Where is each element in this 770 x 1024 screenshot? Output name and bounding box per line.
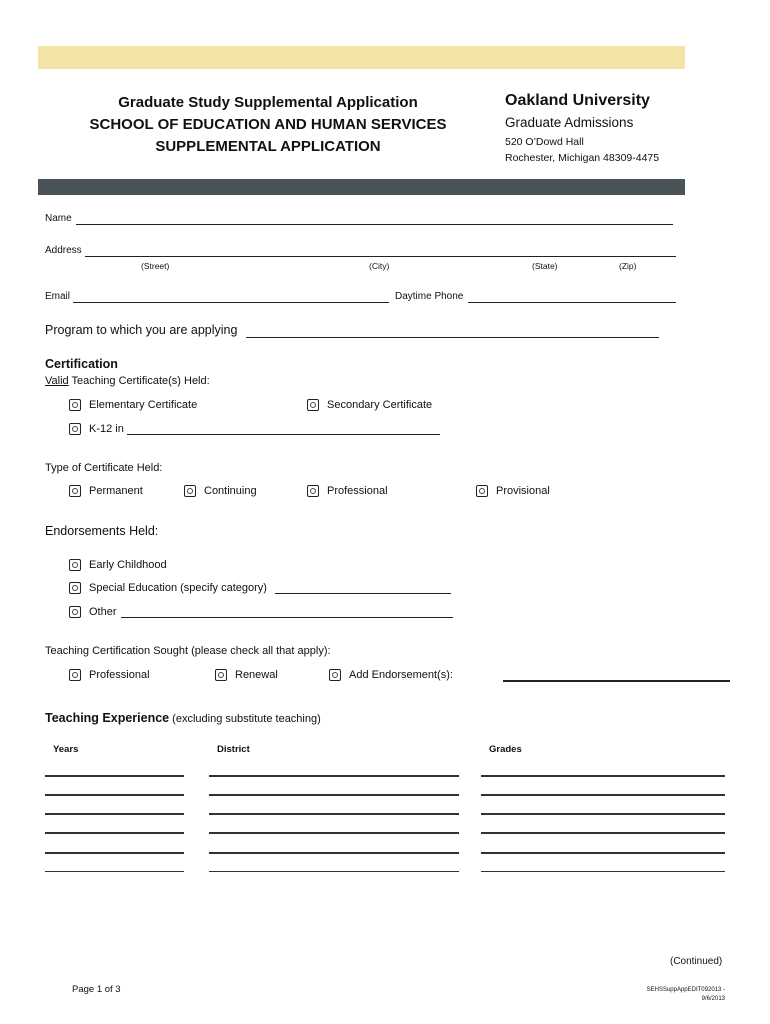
header-divider-bar <box>38 179 685 195</box>
endorsements-heading: Endorsements Held: <box>45 524 159 538</box>
office-address <box>505 134 659 166</box>
experience-years-field[interactable] <box>45 832 184 834</box>
address-line-2: Rochester, Michigan 48309-4475 <box>505 152 660 164</box>
experience-years-field[interactable] <box>45 794 184 796</box>
form-code-id: SEHSSuppAppEDIT092013 - <box>646 987 725 993</box>
valid-word: Valid <box>45 375 69 387</box>
address-field[interactable] <box>85 256 676 257</box>
name-field[interactable] <box>76 224 673 225</box>
provisional-label: Provisional <box>496 485 550 497</box>
form-title: Graduate Study Supplemental Application <box>118 94 418 111</box>
teaching-experience-heading-row <box>45 709 321 727</box>
permanent-checkbox[interactable] <box>69 485 81 497</box>
professional-type-checkbox[interactable] <box>307 485 319 497</box>
form-subtitle: SUPPLEMENTAL APPLICATION <box>155 138 381 155</box>
sought-professional-label: Professional <box>89 669 150 681</box>
column-header-district: District <box>217 744 250 755</box>
professional-type-label: Professional <box>327 485 388 497</box>
column-header-grades: Grades <box>489 744 522 755</box>
header-accent-bar <box>38 46 685 69</box>
certificates-held-label <box>45 375 210 387</box>
school-name: SCHOOL OF EDUCATION AND HUMAN SERVICES <box>89 116 447 133</box>
k12-label: K-12 in <box>89 423 124 435</box>
early-childhood-checkbox[interactable] <box>69 559 81 571</box>
teaching-experience-heading: Teaching Experience <box>45 711 170 725</box>
form-title-block <box>38 92 498 158</box>
experience-grades-field[interactable] <box>481 832 725 834</box>
zip-caption: (Zip) <box>619 261 637 271</box>
k12-subject-field[interactable] <box>127 434 440 435</box>
phone-field[interactable] <box>468 302 676 303</box>
experience-grades-field[interactable] <box>481 813 725 815</box>
experience-years-field[interactable] <box>45 871 184 872</box>
early-childhood-label: Early Childhood <box>89 559 167 571</box>
experience-grades-field[interactable] <box>481 794 725 796</box>
email-label: Email <box>45 291 71 302</box>
certificate-type-label: Type of Certificate Held: <box>45 462 163 474</box>
add-endorsement-label: Add Endorsement(s): <box>349 669 453 681</box>
office-name: Graduate Admissions <box>505 115 634 130</box>
continuing-label: Continuing <box>204 485 257 497</box>
certificates-held-text: Teaching Certificate(s) Held: <box>68 375 210 387</box>
experience-district-field[interactable] <box>209 794 459 796</box>
state-caption: (State) <box>532 261 558 271</box>
phone-label: Daytime Phone <box>395 291 464 302</box>
experience-grades-field[interactable] <box>481 871 725 872</box>
other-endorsement-label: Other <box>89 606 117 618</box>
k12-checkbox[interactable] <box>69 423 81 435</box>
name-label: Name <box>45 213 72 224</box>
special-education-label: Special Education (specify category) <box>89 582 267 594</box>
add-endorsement-field[interactable] <box>503 680 730 682</box>
university-name: Oakland University <box>505 92 650 109</box>
form-code-date: 9/6/2013 <box>701 996 725 1002</box>
elementary-certificate-checkbox[interactable] <box>69 399 81 411</box>
elementary-certificate-label: Elementary Certificate <box>89 399 198 411</box>
experience-district-field[interactable] <box>209 871 459 872</box>
street-caption: (Street) <box>141 261 170 271</box>
email-field[interactable] <box>73 302 389 303</box>
add-endorsement-checkbox[interactable] <box>329 669 341 681</box>
renewal-label: Renewal <box>235 669 278 681</box>
experience-years-field[interactable] <box>45 813 184 815</box>
address-line-1: 520 O’Dowd Hall <box>505 136 584 148</box>
renewal-checkbox[interactable] <box>215 669 227 681</box>
continuing-checkbox[interactable] <box>184 485 196 497</box>
sought-professional-checkbox[interactable] <box>69 669 81 681</box>
other-endorsement-field[interactable] <box>121 617 453 618</box>
experience-district-field[interactable] <box>209 852 459 854</box>
special-education-category-field[interactable] <box>275 593 451 594</box>
other-endorsement-checkbox[interactable] <box>69 606 81 618</box>
provisional-checkbox[interactable] <box>476 485 488 497</box>
page-number: Page 1 of 3 <box>72 984 121 995</box>
permanent-label: Permanent <box>89 485 143 497</box>
secondary-certificate-label: Secondary Certificate <box>327 399 433 411</box>
experience-grades-field[interactable] <box>481 852 725 854</box>
secondary-certificate-checkbox[interactable] <box>307 399 319 411</box>
column-header-years: Years <box>53 744 79 755</box>
experience-district-field[interactable] <box>209 813 459 815</box>
experience-district-field[interactable] <box>209 832 459 834</box>
program-field[interactable] <box>246 337 659 338</box>
experience-years-field[interactable] <box>45 852 184 854</box>
city-caption: (City) <box>369 261 390 271</box>
program-label: Program to which you are applying <box>45 323 238 337</box>
certification-sought-label: Teaching Certification Sought (please check all that apply): <box>45 645 331 657</box>
continued-note: (Continued) <box>670 956 723 967</box>
address-label: Address <box>45 245 82 256</box>
experience-grades-field[interactable] <box>481 775 725 777</box>
teaching-experience-note: (excluding substitute teaching) <box>169 713 321 725</box>
experience-years-field[interactable] <box>45 775 184 777</box>
special-education-checkbox[interactable] <box>69 582 81 594</box>
experience-district-field[interactable] <box>209 775 459 777</box>
certification-heading: Certification <box>45 357 118 371</box>
form-code <box>560 986 725 1004</box>
